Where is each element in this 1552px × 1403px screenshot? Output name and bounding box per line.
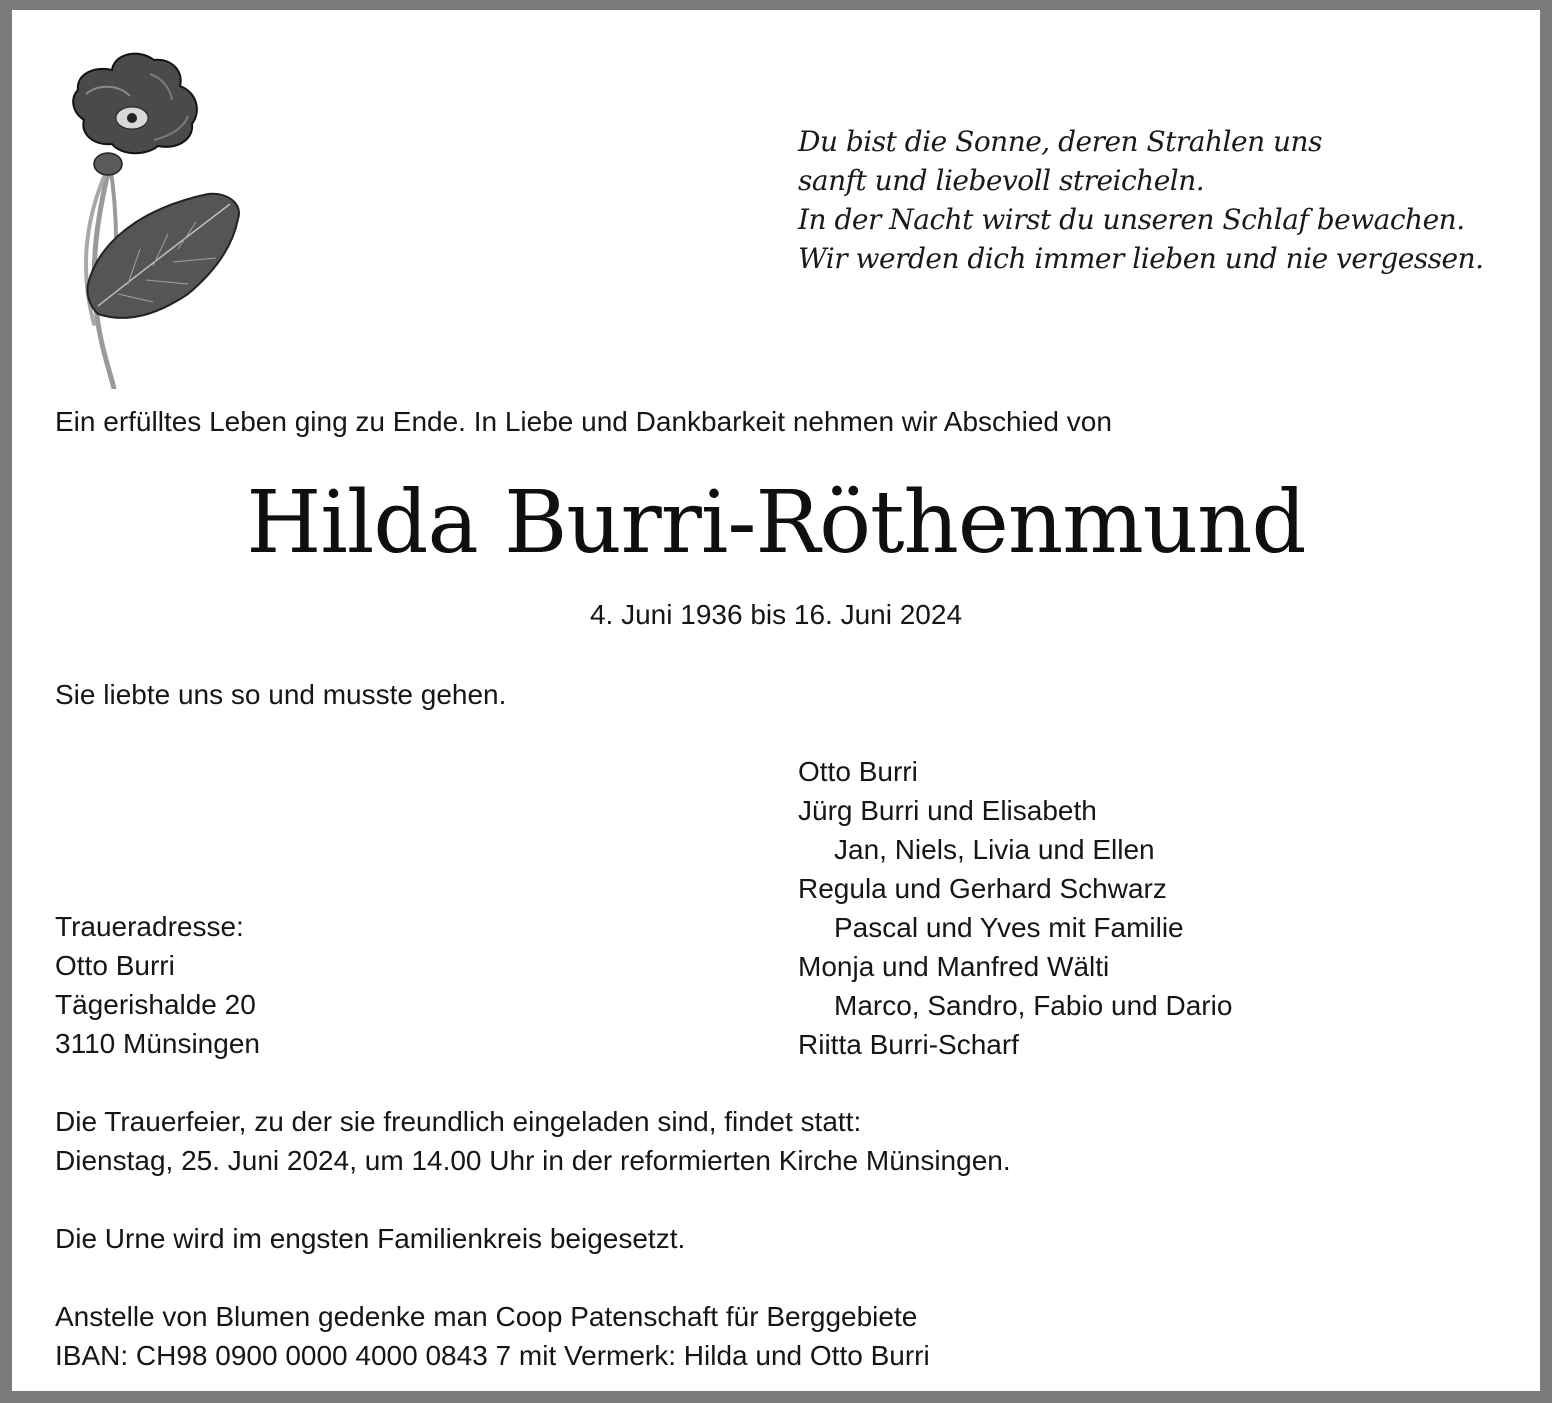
family-member: Riitta Burri-Scharf: [798, 1029, 1019, 1060]
family-member: Pascal und Yves mit Familie: [834, 912, 1184, 943]
verse-line: Du bist die Sonne, deren Strahlen uns: [798, 125, 1322, 158]
deceased-name: Hilda Burri-Röthenmund: [246, 473, 1306, 573]
mourning-address: [55, 907, 260, 1063]
family-member: Regula und Gerhard Schwarz: [798, 873, 1167, 904]
obituary-card: [12, 10, 1540, 1391]
address-street: Tägerishalde 20: [55, 989, 256, 1020]
donation-line: Anstelle von Blumen gedenke man Coop Patenschaft für Berggebiete: [55, 1301, 918, 1332]
address-label: Traueradresse:: [55, 911, 244, 942]
verse-line: sanft und liebevoll streicheln.: [798, 164, 1205, 197]
family-member: Monja und Manfred Wälti: [798, 951, 1110, 982]
family-member: Jürg Burri und Elisabeth: [798, 795, 1097, 826]
ceremony-line: Die Trauerfeier, zu der sie freundlich eingeladen sind, findet statt:: [55, 1106, 862, 1137]
tagline: Sie liebte uns so und musste gehen.: [55, 679, 507, 710]
urn-info: [55, 1219, 685, 1258]
life-dates: 4. Juni 1936 bis 16. Juni 2024: [589, 599, 963, 630]
verse-line: In der Nacht wirst du unseren Schlaf bewachen.: [798, 203, 1465, 236]
family-member: Jan, Niels, Livia und Ellen: [834, 834, 1155, 865]
address-name: Otto Burri: [55, 950, 175, 981]
family-member: Marco, Sandro, Fabio und Dario: [834, 990, 1233, 1021]
family-member: Otto Burri: [798, 756, 918, 787]
poppy-flower-icon: [58, 44, 248, 389]
ceremony-info: [55, 1102, 1011, 1180]
verse-line: Wir werden dich immer lieben und nie vergessen.: [798, 242, 1484, 275]
family-list: [798, 752, 1232, 1064]
iban-line: IBAN: CH98 0900 0000 4000 0843 7 mit Vermerk: Hilda und Otto Burri: [55, 1340, 930, 1371]
urn-line: Die Urne wird im engsten Familienkreis beigesetzt.: [55, 1223, 686, 1254]
verse: [798, 122, 1484, 278]
donation-info: [55, 1297, 930, 1375]
address-city: 3110 Münsingen: [55, 1028, 260, 1059]
ceremony-line: Dienstag, 25. Juni 2024, um 14.00 Uhr in der reformierten Kirche Münsingen.: [55, 1145, 1011, 1176]
intro-text: Ein erfülltes Leben ging zu Ende. In Liebe und Dankbarkeit nehmen wir Abschied von: [55, 406, 1112, 437]
